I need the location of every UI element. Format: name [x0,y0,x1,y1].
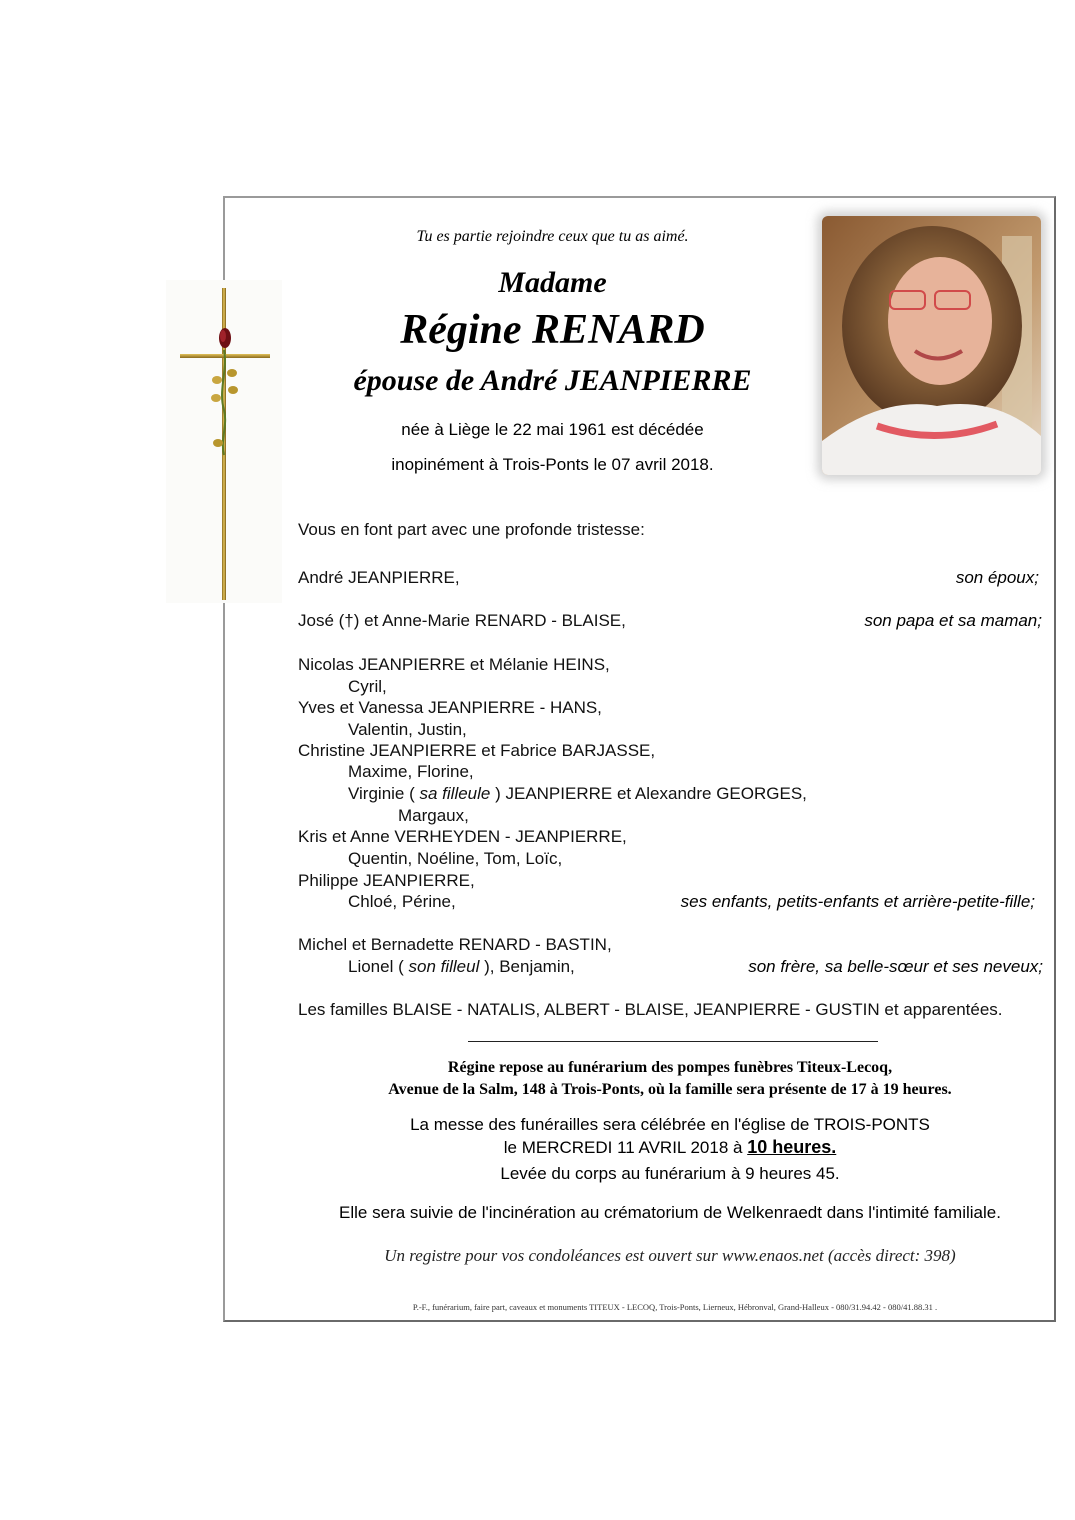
grandchild-line-3: Maxime, Florine, [348,762,474,781]
deceased-name: Régine RENARD [400,307,705,353]
great-grandchild-line: Margaux, [398,806,469,825]
sibling-line-2 [348,957,575,977]
text-part: Virginie ( [348,784,420,803]
sibling-line-1: Michel et Bernadette RENARD - BASTIN, [298,935,612,954]
mass-hour: 10 heures. [747,1137,837,1157]
death-line: inopinément à Trois-Ponts le 07 avril 2018. [391,455,714,474]
children-relation: ses enfants, petits-enfants et arrière-petite-fille; [680,892,1035,911]
parents-name: José (†) et Anne-Marie RENARD - BLAISE, [298,611,626,630]
husband-relation: son époux; [955,568,1039,587]
grandchild-line-4 [348,784,807,804]
cremation-line: Elle sera suivie de l'incinération au crématorium de Welkenraedt dans l'intimité familiale. [339,1203,1001,1222]
intro-line: Vous en font part avec une profonde tristesse: [298,520,645,539]
extended-families: Les familles BLAISE - NATALIS, ALBERT - BLAISE, JEANPIERRE - GUSTIN et apparentées. [298,1000,1003,1019]
text-part: ), Benjamin, [479,957,575,976]
honorific: Madame [498,266,607,299]
levee-line: Levée du corps au funérarium à 9 heures 45. [500,1164,840,1183]
funeral-home-info [300,1057,1040,1101]
child-line-5: Philippe JEANPIERRE, [298,871,475,890]
child-line-3: Christine JEANPIERRE et Fabrice BARJASSE, [298,741,656,760]
condolence-registry: Un registre pour vos condoléances est ouvert sur www.enaos.net (accès direct: 398) [384,1246,956,1265]
child-line-2: Yves et Vanessa JEANPIERRE - HANS, [298,698,602,717]
grandchild-line-6: Chloé, Périne, [348,892,456,911]
mass-date: le MERCREDI 11 AVRIL 2018 à [503,1138,748,1157]
grandchild-line-2: Valentin, Justin, [348,720,467,739]
mass-line-1: La messe des funérailles sera célébrée en l'église de TROIS-PONTS [410,1115,930,1134]
portrait-photo [822,216,1041,475]
epigraph: Tu es partie rejoindre ceux que tu as aimé. [416,228,689,245]
text-part: Lionel ( [348,957,409,976]
grandchild-line-5: Quentin, Noéline, Tom, Loïc, [348,849,563,868]
godson-note: son filleul [408,957,480,976]
birth-line: née à Liège le 22 mai 1961 est décédée [401,420,704,439]
child-line-4: Kris et Anne VERHEYDEN - JEANPIERRE, [298,827,627,846]
goddaughter-note: sa filleule [419,784,491,803]
funeral-home-line-1: Régine repose au funérarium des pompes funèbres Titeux-Lecoq, [447,1059,893,1076]
spouse-line: épouse de André JEANPIERRE [353,364,752,397]
husband-name: André JEANPIERRE, [298,568,460,587]
child-line-1: Nicolas JEANPIERRE et Mélanie HEINS, [298,655,610,674]
grandchild-line-1: Cyril, [348,677,387,696]
parents-relation: son papa et sa maman; [864,611,1042,630]
siblings-relation: son frère, sa belle-sœur et ses neveux; [748,957,1043,976]
text-part: ) JEANPIERRE et Alexandre GEORGES, [490,784,807,803]
funeral-home-line-2: Avenue de la Salm, 148 à Trois-Ponts, où la famille sera présente de 17 à 19 heures. [388,1081,952,1098]
divider-line [468,1041,878,1042]
footer-credits: P.-F., funérarium, faire part, caveaux et monuments TITEUX - LECOQ, Trois-Ponts, Lierneux, Hébronval, Grand-Halleux - 080/31.94.42 - 080/41.88.31 . [412,1302,938,1312]
cross-with-rose-image [166,280,282,603]
mass-line-2 [300,1137,1040,1158]
